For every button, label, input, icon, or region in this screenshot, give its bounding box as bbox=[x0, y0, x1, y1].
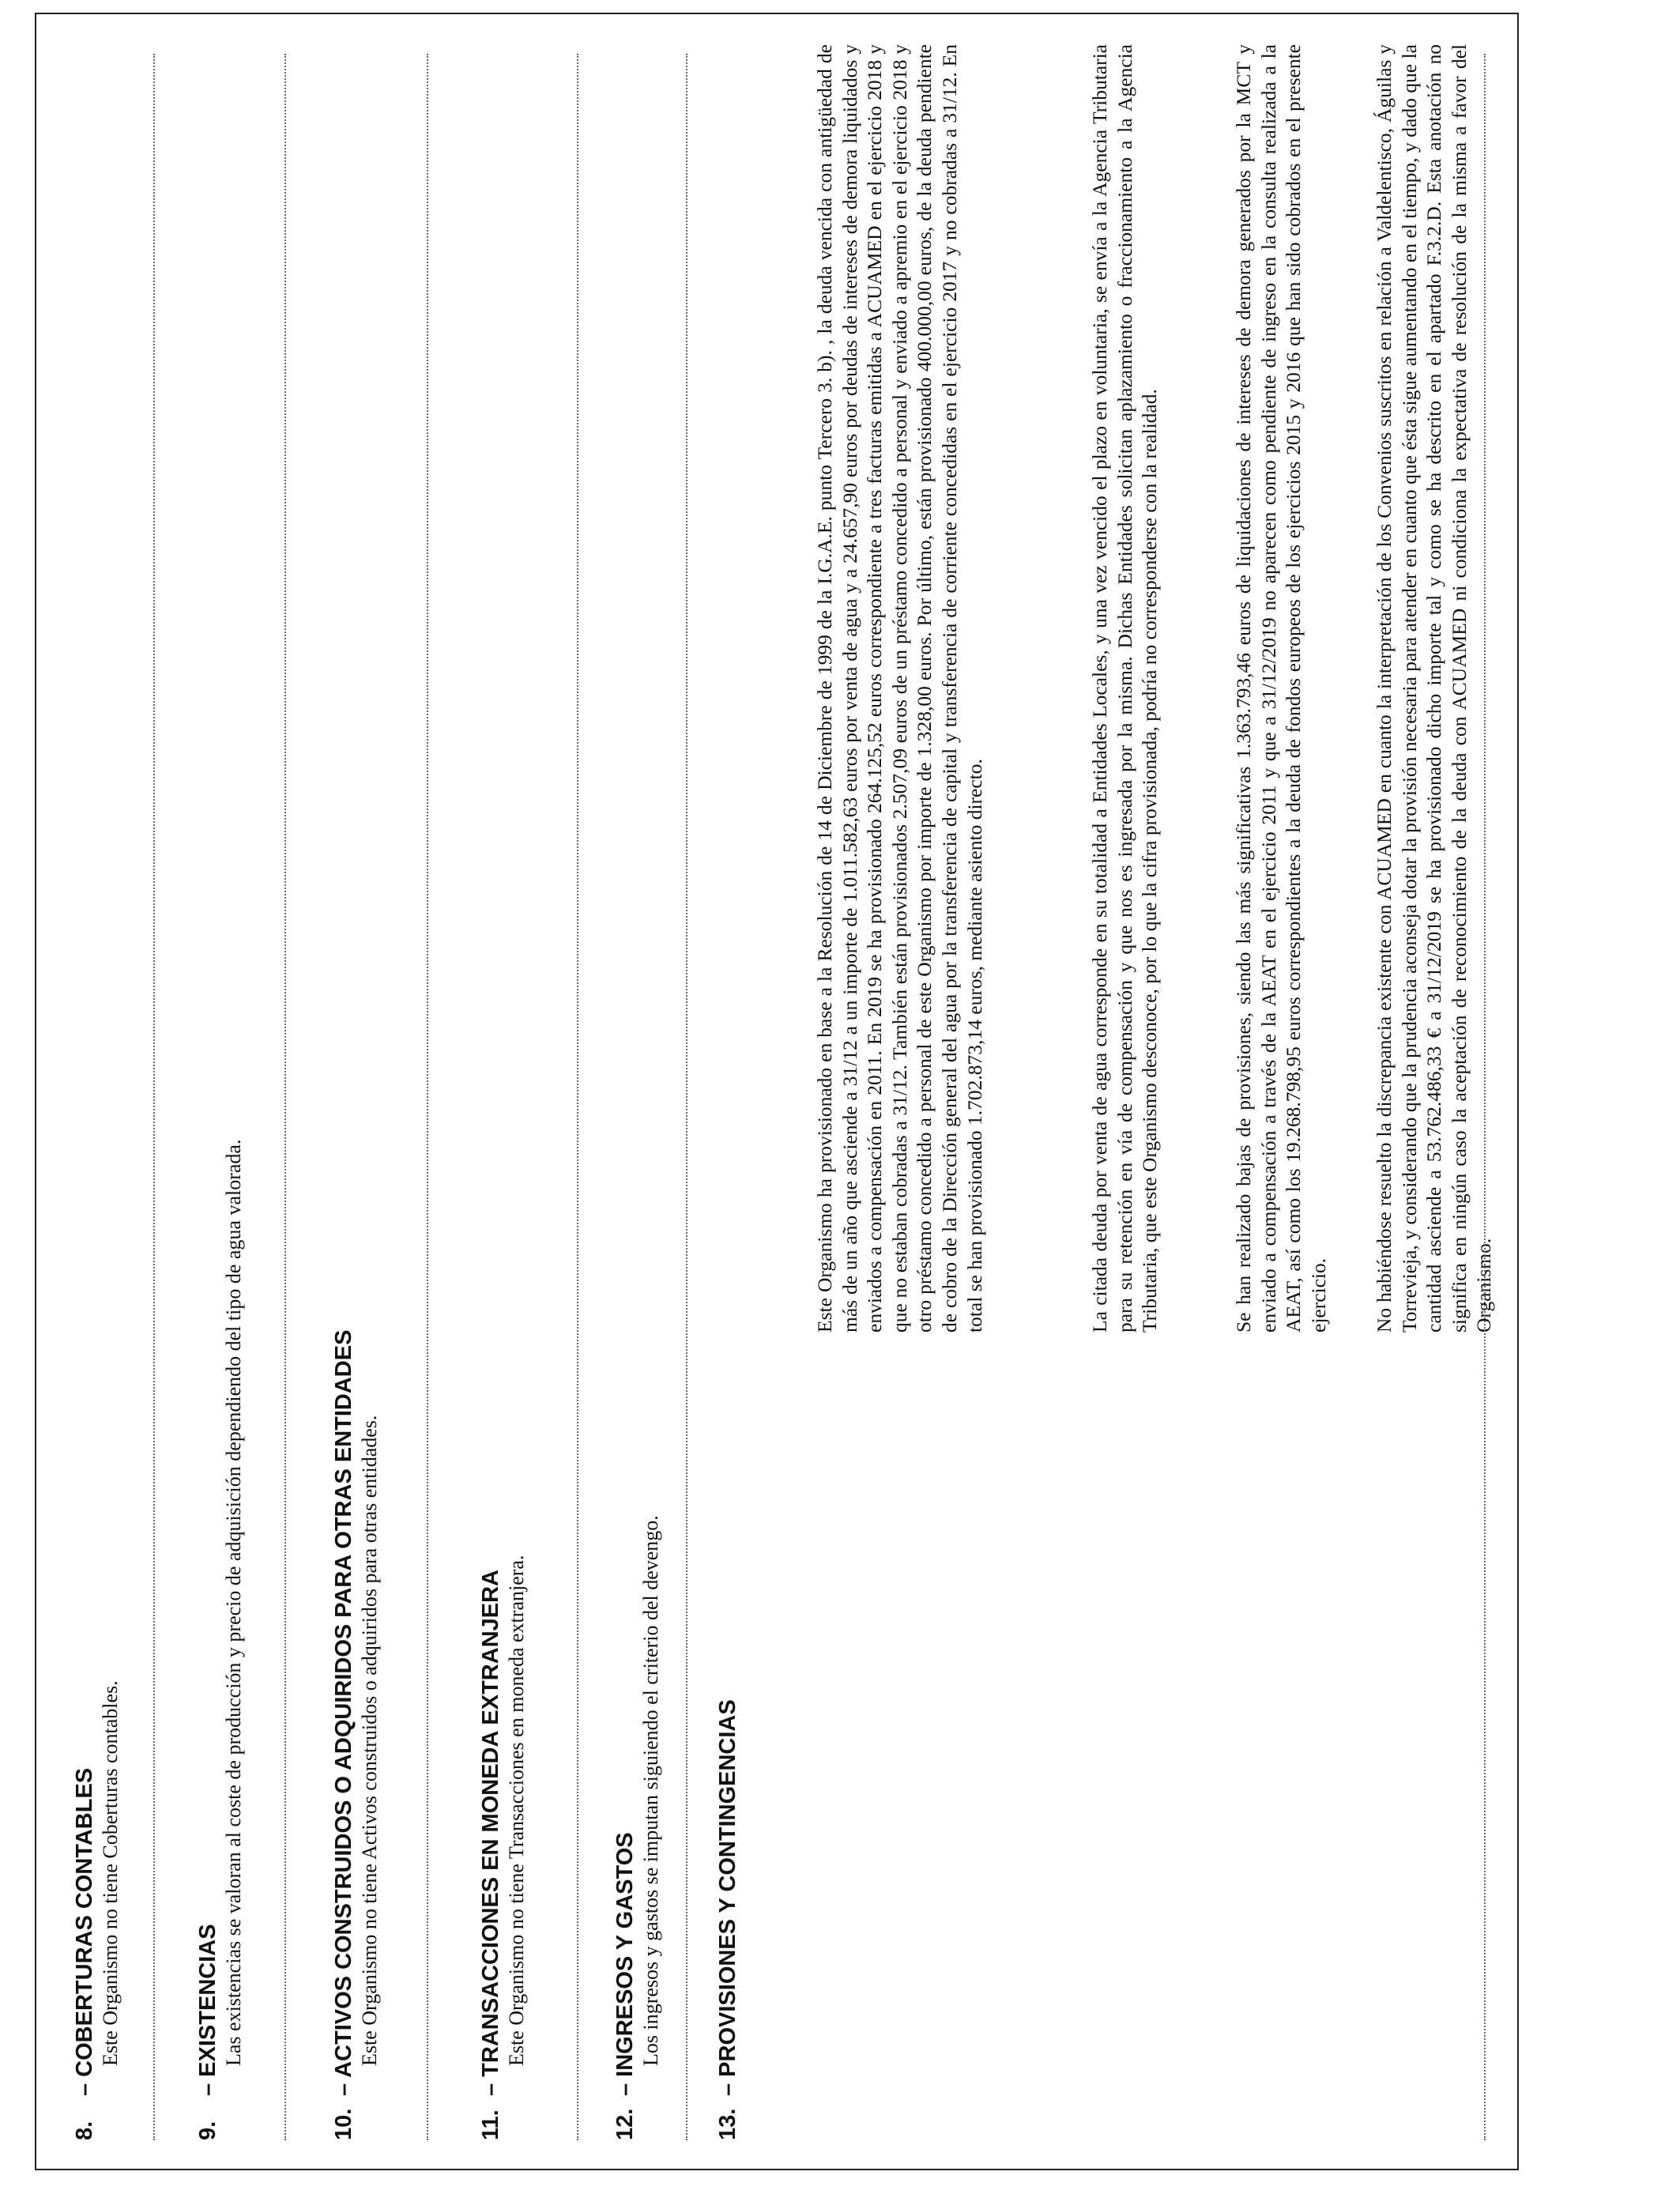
section-heading bbox=[714, 54, 741, 2140]
section-text: Este Organismo no tiene Activos construidos o adquiridos para otras entidades. bbox=[358, 1415, 381, 2066]
section-text: Este Organismo no tiene Coberturas contables. bbox=[99, 1680, 122, 2066]
page-frame bbox=[35, 13, 1519, 2170]
section-9 bbox=[194, 54, 247, 2140]
section-divider bbox=[577, 54, 578, 2140]
section-number: 9. bbox=[195, 2120, 220, 2140]
section-12 bbox=[612, 54, 664, 2140]
section-text: Este Organismo no tiene Transacciones en moneda extranjera. bbox=[505, 1555, 528, 2066]
section-number: 10. bbox=[331, 2108, 356, 2140]
section-number: 11. bbox=[478, 2109, 503, 2140]
page-bottom-divider bbox=[1484, 54, 1486, 2140]
section-heading bbox=[330, 54, 357, 2140]
section-heading bbox=[477, 54, 504, 2140]
section-10 bbox=[330, 54, 382, 2140]
provisions-paragraph: Este Organismo ha provisionado en base a la Resolución de 14 de Diciembre de 1999 de la I.G.A.E. punto Tercero 3. b). , la deuda vencida con antigüedad de más de un año que asciende a 31/12 a un importe de 1.011.582,63 euros por venta de agua y a 24.657,90 euros por deudas de intereses de demora liquidados y enviados a compensación en 2011. En 2019 se ha provisionado 264.125,52 euros correspondiente a tres facturas emitidas a ACUAMED en el ejercicio 2018 y que no estaban cobradas a 31/12. También están provisionados 2.507,09 euros de un préstamo concedido a personal y enviado a apremio en el ejercicio 2018 y otro préstamo concedido a personal de este Organismo por importe de 1.328,00 euros. Por último, están provisionado 400.000,00 euros, de la deuda pendiente de cobro de la Dirección general del agua por la transferencia de capital y transferencia de corriente concedidas en el ejercicio 2017 y no cobradas a 31/12. En total se han provisionado 1.702.873,14 euros, mediante asiento directo. bbox=[813, 44, 986, 1333]
provisions-paragraph: La citada deuda por venta de agua corresponde en su totalidad a Entidades Locales, y una vez vencido el plazo en voluntaria, se envía a la Agencia Tributaria para su retención en vía de compensación y que nos es ingresada por la misma. Dichas Entidades solicitan aplazamiento o fraccionamiento a la Agencia Tributaria, que este Organismo desconoce, por lo que la cifra provisionada, podría no corresponderse con la realidad. bbox=[1088, 44, 1162, 1333]
section-8 bbox=[71, 54, 123, 2140]
section-divider bbox=[153, 54, 155, 2140]
section-number: 12. bbox=[612, 2108, 638, 2140]
section-11 bbox=[477, 54, 529, 2140]
section-title: – COBERTURAS CONTABLES bbox=[72, 1767, 97, 2096]
section-divider bbox=[686, 54, 687, 2140]
section-13 bbox=[714, 54, 741, 2140]
provisions-paragraph: No habiéndose resuelto la discrepancia existente con ACUAMED en cuanto la interpretación de los Convenios suscritos en relación a Valdelentisco, Águilas y Torrevieja, y considerando que la prudencia aconseja dotar la provisión necesaria para atender en cuanto que ésta sigue aumentando en el tiempo, y dado que la cantidad asciende a 53.762.486,33 € a 31/12/2019 se ha provisionado dicho importe tal y como se ha descrito en el apartado F.3.2.D. Esta anotación no significa en ningún caso la aceptación de reconocimiento de la deuda con ACUAMED ni condiciona la expectativa de resolución de la misma a favor del Organismo. bbox=[1373, 44, 1496, 1333]
section-number: 8. bbox=[72, 2120, 97, 2140]
section-heading bbox=[71, 54, 98, 2140]
section-divider bbox=[284, 54, 286, 2140]
section-title: – ACTIVOS CONSTRUIDOS O ADQUIRIDOS PARA OTRAS ENTIDADES bbox=[331, 1329, 356, 2096]
section-title: – INGRESOS Y GASTOS bbox=[612, 1832, 638, 2096]
section-number: 13. bbox=[715, 2108, 740, 2140]
section-text: Los ingresos y gastos se imputan siguiendo el criterio del devengo. bbox=[639, 1515, 662, 2066]
section-heading bbox=[612, 54, 638, 2140]
section-text: Las existencias se valoran al coste de producción y precio de adquisición dependiendo del tipo de agua valorada. bbox=[222, 1139, 245, 2066]
section-title: – EXISTENCIAS bbox=[195, 1924, 220, 2096]
provisions-paragraph: Se han realizado bajas de provisiones, siendo las más significativas 1.363.793,46 euros de liquidaciones de intereses de demora generados por la MCT y enviado a compensación a través de la AEAT en el ejercicio 2011 y que a 31/12/2019 no aparecen como pendiente de ingreso en la consulta realizada a la AEAT, así como los 19.268.798,95 euros correspondientes a la deuda de fondos europeos de los ejercicios 2015 y 2016 que han sido cobrados en el presente ejercicio. bbox=[1232, 44, 1330, 1333]
section-heading bbox=[194, 54, 221, 2140]
section-title: – PROVISIONES Y CONTINGENCIAS bbox=[715, 1699, 740, 2096]
section-title: – TRANSACCIONES EN MONEDA EXTRANJERA bbox=[478, 1570, 503, 2096]
section-divider bbox=[427, 54, 428, 2140]
rotated-page-content bbox=[36, 14, 1520, 2172]
